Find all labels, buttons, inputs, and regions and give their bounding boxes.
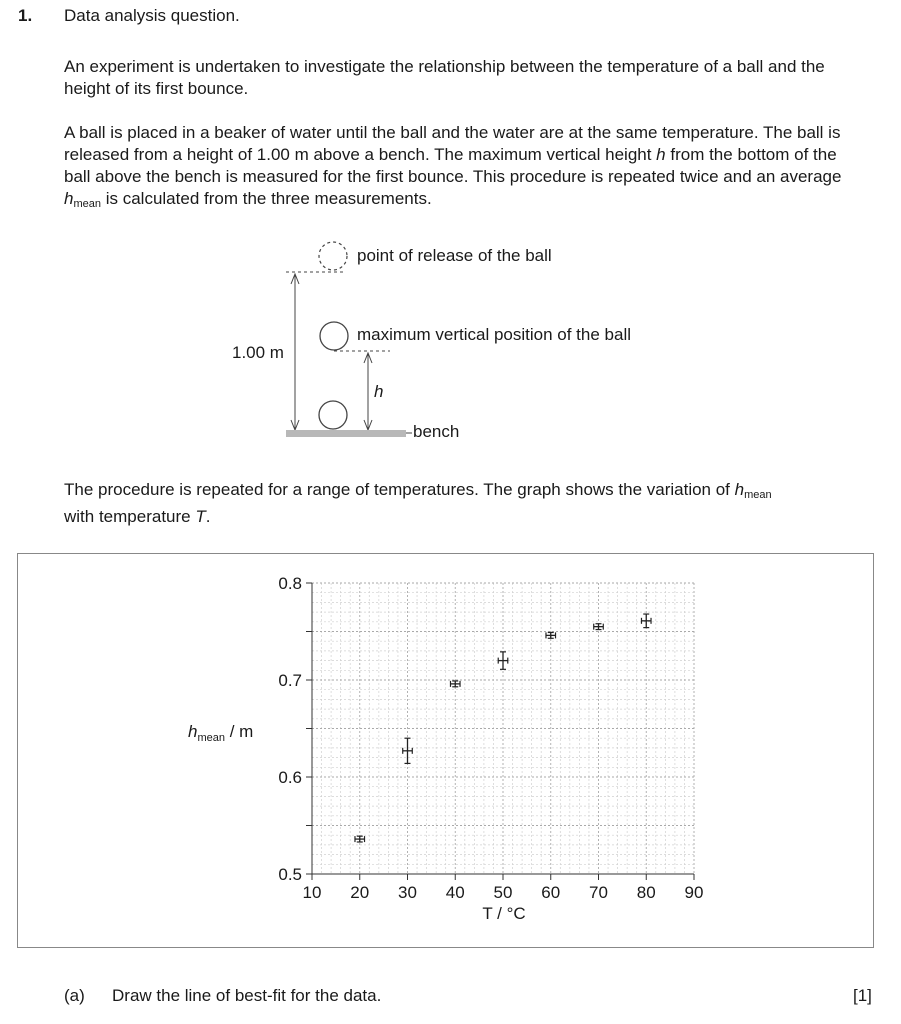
release-ball-icon — [319, 242, 347, 270]
data-point — [355, 836, 365, 842]
data-point — [594, 624, 604, 630]
p2-h-symbol: h — [656, 145, 666, 164]
y-axis-label-unit: / m — [225, 722, 254, 741]
y-tick-label: 0.7 — [278, 671, 302, 690]
graph-intro-h: h — [734, 480, 745, 499]
p2-hmean-symbol: h — [64, 189, 74, 208]
p2-part-c: is calculated from the three measurements. — [101, 189, 432, 208]
max-ball-icon — [320, 322, 348, 350]
x-tick-label: 50 — [493, 883, 513, 902]
part-a-marks: [1] — [853, 986, 872, 1005]
data-point — [546, 632, 556, 638]
graph-intro-text — [64, 479, 804, 528]
x-tick-label: 20 — [350, 883, 370, 902]
y-axis-label-sub: mean — [197, 732, 225, 744]
graph-intro-sub: mean — [744, 489, 772, 501]
question-title: Data analysis question. — [64, 6, 240, 25]
y-tick-label: 0.6 — [278, 768, 302, 787]
x-axis-label: T / °C — [482, 904, 526, 923]
x-tick-label: 60 — [541, 883, 561, 902]
x-tick-label: 70 — [589, 883, 608, 902]
x-tick-label: 90 — [684, 883, 704, 902]
y-tick-label: 0.5 — [278, 865, 302, 884]
chart-grid — [312, 583, 694, 874]
data-point — [403, 738, 413, 763]
x-tick-label: 40 — [445, 883, 465, 902]
release-label: point of release of the ball — [357, 246, 552, 265]
chart-container — [17, 553, 874, 948]
graph-intro-b: with temperature — [64, 507, 196, 526]
data-point — [641, 614, 651, 628]
p2-part-b: from the bottom of the ball above the bench is measured for the first bounce. This procedure is repeated twice and an average — [64, 145, 842, 186]
part-a-text: Draw the line of best-fit for the data. — [112, 986, 382, 1005]
graph-intro-c: . — [205, 507, 211, 526]
y-tick-label: 0.8 — [278, 574, 302, 593]
bench-ball-icon — [319, 401, 347, 429]
bench-label: bench — [413, 422, 460, 441]
graph-intro-a: The procedure is repeated for a range of temperatures. The graph shows the variation of — [64, 480, 735, 499]
h-label: h — [374, 382, 384, 401]
p2-part-a: A ball is placed in a beaker of water until the ball and the water are at the same temperature. The ball is released from a height of 1.00 m above a bench. The maximum vertical height — [64, 123, 841, 164]
question-number: 1. — [18, 6, 33, 25]
intro-paragraph-1 — [64, 56, 854, 100]
graph-intro — [64, 479, 804, 528]
data-point — [450, 681, 460, 687]
data-point — [498, 652, 508, 669]
intro-text-1: An experiment is undertaken to investigate the relationship between the temperature of a ball and the height of its first bounce. — [64, 57, 825, 98]
y-axis-label — [188, 722, 253, 744]
x-tick-label: 30 — [398, 883, 417, 902]
intro-paragraph-2 — [64, 122, 854, 215]
part-a-label: (a) — [64, 986, 85, 1005]
p2-hmean-subscript: mean — [73, 198, 101, 210]
height-label: 1.00 m — [232, 343, 284, 362]
intro-text-2 — [64, 122, 854, 215]
graph-intro-t: T — [195, 507, 206, 526]
scatter-chart — [18, 554, 875, 949]
bench-surface — [286, 430, 406, 437]
y-axis-label-h: h — [188, 722, 198, 741]
max-position-label: maximum vertical position of the ball — [357, 325, 632, 344]
experiment-diagram — [220, 232, 700, 447]
x-tick-label: 10 — [302, 883, 322, 902]
x-tick-label: 80 — [636, 883, 656, 902]
